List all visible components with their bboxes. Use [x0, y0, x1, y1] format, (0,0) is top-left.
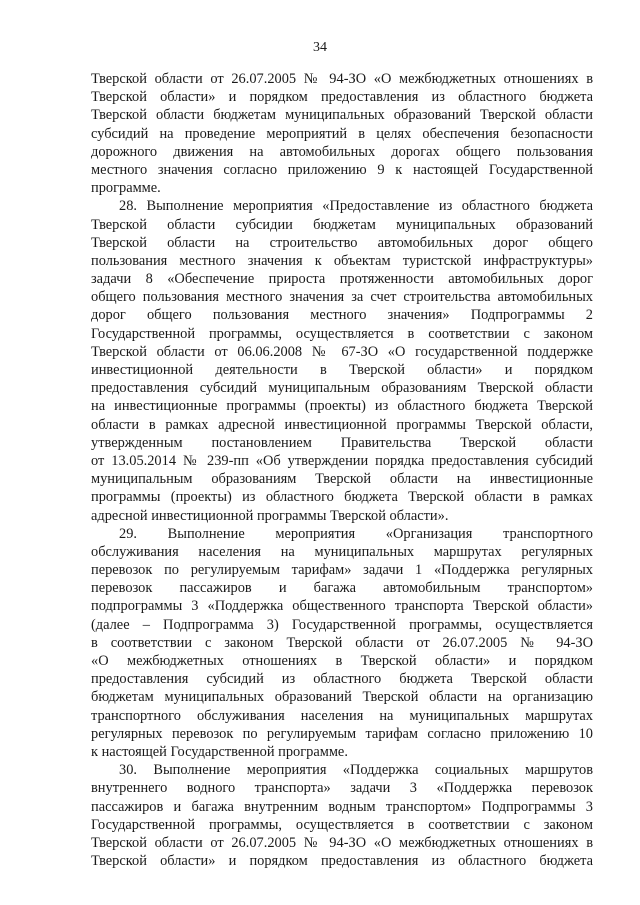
text-line: дорог общего пользования местного значения» Подпрограммы 2 — [91, 307, 593, 324]
text-line: утвержденным постановлением Правительства Тверской области — [91, 434, 593, 451]
text-line: предоставления субсидий из областного бюджета Тверской области — [91, 671, 593, 688]
text-line: перевозок по регулируемым тарифам» задачи 1 «Поддержка регулярных — [91, 562, 593, 579]
text-line: подпрограммы 3 «Поддержка общественного транспорта Тверской области» — [91, 598, 593, 615]
text-line: программе. — [91, 180, 161, 197]
text-line: местного значения согласно приложению 9 к настоящей Государственной — [91, 161, 593, 178]
text-line: предоставления субсидий муниципальным образованиям Тверской области — [91, 380, 593, 397]
text-line: бюджетам муниципальных образований Тверской области на организацию — [91, 689, 593, 706]
text-line: программы (проекты) из областного бюджета Тверской области в рамках — [91, 489, 593, 506]
text-line: пассажиров и багажа внутренним водным транспортом» Подпрограммы 3 — [91, 798, 593, 815]
text-line: 29. Выполнение мероприятия «Организация транспортного — [119, 525, 593, 542]
text-line: Государственной программы, осуществляется в соответствии с законом — [91, 325, 593, 342]
text-line: Тверской области от 26.07.2005 № 94-ЗО «О межбюджетных отношениях в — [91, 834, 593, 851]
page-number: 34 — [313, 40, 327, 55]
text-line: адресной инвестиционной программы Тверской области». — [91, 507, 449, 524]
document-body — [91, 70, 593, 870]
text-line: к настоящей Государственной программе. — [91, 743, 348, 760]
text-line: общего пользования местного значения за счет строительства автомобильных — [91, 289, 593, 306]
text-line: внутреннего водного транспорта» задачи 3 «Поддержка перевозок — [91, 780, 593, 797]
text-line: на инвестиционные программы (проекты) из областного бюджета Тверской — [91, 398, 593, 415]
text-line: Тверской области от 26.07.2005 № 94-ЗО «О межбюджетных отношениях в — [91, 71, 593, 87]
text-line: Тверской области субсидии бюджетам муниципальных образований — [91, 216, 593, 233]
text-line: в соответствии с законом Тверской области от 26.07.2005 № 94-ЗО — [91, 634, 593, 651]
text-line: инвестиционной деятельности в Тверской области» и порядком — [91, 362, 593, 378]
text-line: от 13.05.2014 № 239-пп «Об утверждении порядка предоставления субсидий — [91, 452, 593, 469]
text-line: задачи 8 «Обеспечение прироста протяженности автомобильных дорог — [91, 271, 593, 288]
text-line: Тверской области от 06.06.2008 № 67-ЗО «О государственной поддержке — [91, 343, 593, 360]
text-line: муниципальным образованиям Тверской области на инвестиционные — [91, 471, 593, 488]
text-line: Тверской области бюджетам муниципальных образований Тверской области — [91, 107, 593, 124]
text-line: Государственной программы, осуществляется в соответствии с законом — [91, 816, 593, 833]
text-line: транспортного обслуживания населения на муниципальных маршрутах — [91, 707, 593, 724]
text-line: дорожного движения на автомобильных дорогах общего пользования — [91, 143, 593, 160]
text-line: области в рамках адресной инвестиционной программы Тверской области, — [91, 416, 593, 433]
text-line: (далее – Подпрограмма 3) Государственной программы, осуществляется — [91, 616, 593, 633]
text-line: Тверской области» и порядком предоставления из областного бюджета — [91, 89, 593, 106]
text-line: обслуживания населения на муниципальных маршрутах регулярных — [91, 543, 593, 560]
text-line: «О межбюджетных отношениях в Тверской области» и порядком — [91, 653, 593, 669]
text-line: субсидий на проведение мероприятий в целях обеспечения безопасности — [91, 125, 593, 142]
text-line: Тверской области на строительство автомобильных дорог общего — [91, 234, 593, 251]
text-line: 28. Выполнение мероприятия «Предоставление из областного бюджета — [119, 198, 593, 215]
text-line: пользования местного значения к объектам туристской инфраструктуры» — [91, 252, 593, 269]
text-line: регулярных перевозок по регулируемым тарифам согласно приложению 10 — [91, 725, 593, 742]
text-line: перевозок пассажиров и багажа автомобильным транспортом» — [91, 580, 593, 597]
text-line: Тверской области» и порядком предоставления из областного бюджета — [91, 853, 593, 870]
text-line: 30. Выполнение мероприятия «Поддержка социальных маршрутов — [119, 762, 593, 779]
